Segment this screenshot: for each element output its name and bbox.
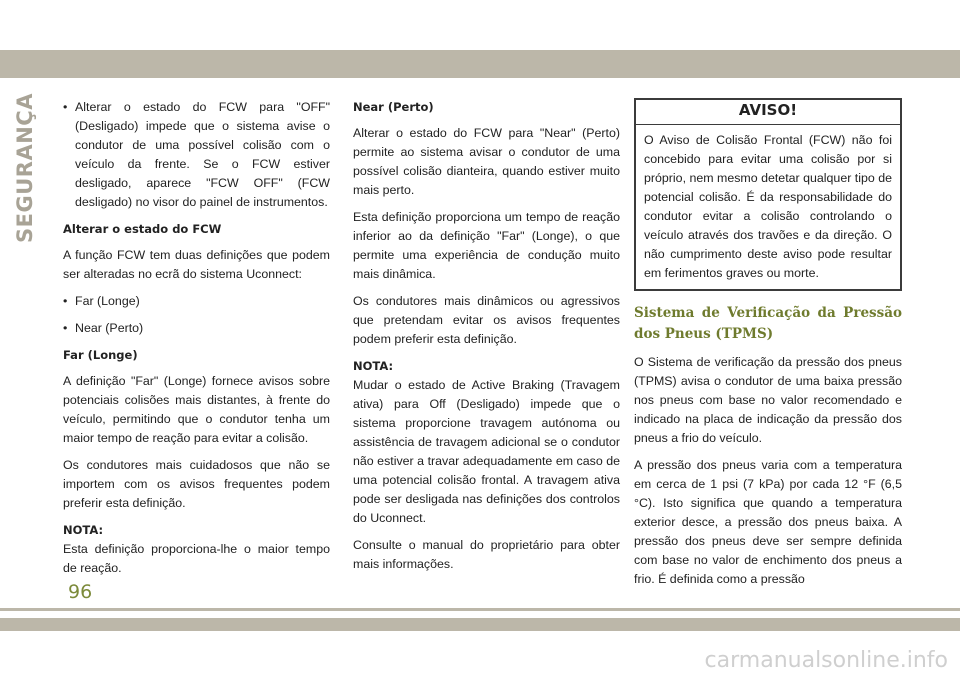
paragraph-near-2: Esta definição proporciona um tempo de reação inferior ao da definição "Far" (Longe), o que permite uma experiência de condução muito mais dinâmica. [353, 210, 620, 281]
nota-text: Mudar o estado de Active Braking (Travagem ativa) para Off (Desligado) impede que o sistema proporcione travagem autónoma ou assistência de travagem adicional se o condutor não estiver a travar adequadamente em caso de uma potencial colisão frontal. A travagem ativa pode ser desligada nas definições dos controlos do Uconnect. [353, 378, 620, 525]
warning-title: AVISO! [636, 100, 900, 125]
bullet-fcw-off [63, 98, 330, 212]
paragraph-dynamic: Os condutores mais dinâmicos ou agressivos que pretendam evitar os avisos frequentes podem preferir esta definição. [353, 294, 620, 346]
watermark: carmanualsonline.info [704, 648, 948, 673]
footer-rule [0, 608, 960, 611]
paragraph-near: Alterar o estado do FCW para "Near" (Perto) permite ao sistema avisar o condutor de uma possível colisão dianteira, quando estiver muito mais perto. [353, 126, 620, 197]
page-number: 96 [68, 581, 93, 603]
bullet-text: Near (Perto) [75, 321, 144, 335]
paragraph-far: A definição "Far" (Longe) fornece avisos sobre potenciais colisões mais distantes, à frente do veículo, permitindo que o condutor tenha um maior tempo de reação para evitar a colisão. [63, 374, 330, 445]
paragraph-tpms-1: O Sistema de verificação da pressão dos pneus (TPMS) avisa o condutor de uma baixa pressão nos pneus com base no valor recomendado e indicado na placa de indicação da pressão dos pneus a frio do veículo. [634, 355, 902, 445]
bullet-text: Far (Longe) [75, 294, 140, 308]
bullet-dot: • [63, 294, 68, 308]
heading-change-fcw: Alterar o estado do FCW [63, 222, 222, 236]
bullet-far [63, 292, 330, 311]
paragraph-consult: Consulte o manual do proprietário para obter mais informações. [353, 538, 620, 571]
warning-box [634, 98, 902, 291]
bullet-text: Alterar o estado do FCW para "OFF" (Desligado) impede que o sistema avise o condutor de uma possível colisão com o veículo da frente. Se o FCW estiver desligado, aparece "FCW OFF" (FCW desligado) no visor do painel de instrumentos. [75, 100, 330, 209]
paragraph-cautious: Os condutores mais cuidadosos que não se importem com os avisos frequentes podem preferir esta definição. [63, 458, 330, 510]
section-side-label [2, 93, 48, 243]
heading-near: Near (Perto) [353, 100, 434, 114]
tpms-section-title: Sistema de Verificação da Pressão dos Pneus (TPMS) [634, 305, 902, 342]
footer-band [0, 618, 960, 631]
section-label-text: SEGURANÇA [13, 93, 38, 243]
column-2 [353, 98, 620, 582]
nota-label: NOTA: [353, 359, 394, 373]
column-3 [634, 98, 902, 597]
paragraph-intro: A função FCW tem duas definições que podem ser alteradas no ecrã do sistema Uconnect: [63, 248, 330, 281]
bullet-dot: • [63, 100, 68, 114]
column-1 [63, 98, 330, 586]
nota-label: NOTA: [63, 523, 104, 537]
warning-text: O Aviso de Colisão Frontal (FCW) não foi concebido para evitar uma colisão por si próprio, nem mesmo detetar qualquer tipo de potencial colisão. É da responsabilidade do condutor evitar a colisão controlando o veículo através dos travões e da direção. O não cumprimento deste aviso pode resultar em ferimentos graves ou morte. [644, 133, 892, 280]
paragraph-tpms-2: A pressão dos pneus varia com a temperatura em cerca de 1 psi (7 kPa) por cada 12 °F (6,5 °C). Isto significa que quando a temperatura exterior desce, a pressão dos pneus baixa. A pressão dos pneus deve ser sempre definida com base no valor de enchimento dos pneus a frio. É definida como a pressão [634, 458, 902, 586]
heading-far: Far (Longe) [63, 348, 138, 362]
bullet-dot: • [63, 321, 68, 335]
bullet-near [63, 319, 330, 338]
header-band [0, 50, 960, 78]
nota-text: Esta definição proporciona-lhe o maior tempo de reação. [63, 542, 330, 575]
